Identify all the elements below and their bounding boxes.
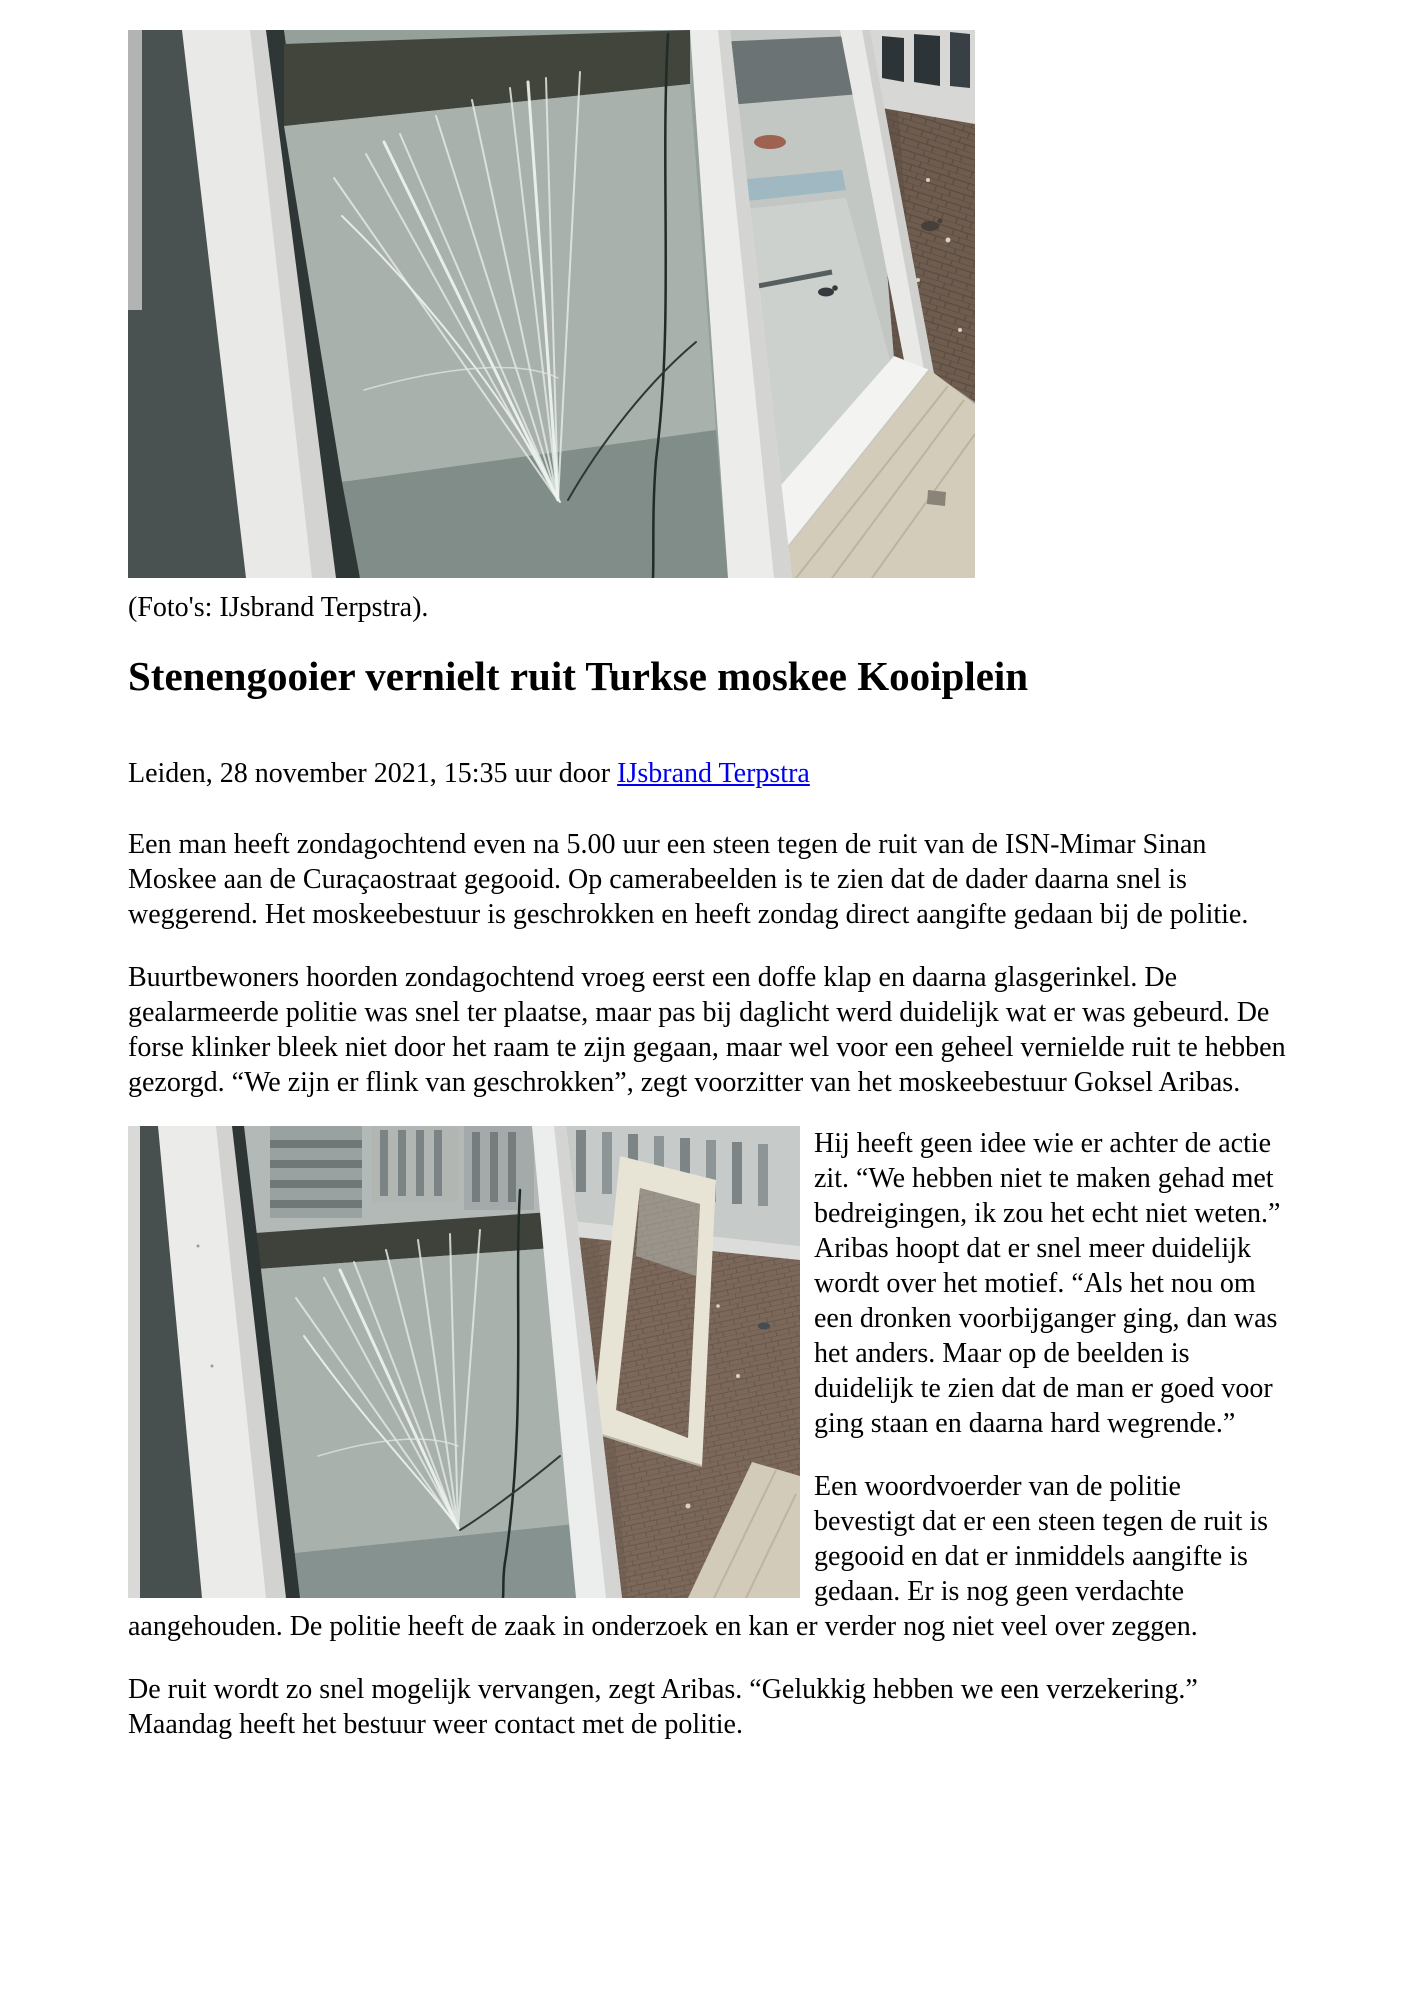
article-paragraph: Buurtbewoners hoorden zondagochtend vroeg eerst een doffe klap en daarna glasgerinkel. De gealarmeerde politie was snel ter plaatse, maar pas bij daglicht werd duidelijk wat er was gebeurd. De forse klinker bleek niet door het raam te zijn gegaan, maar wel voor een geheel vernielde ruit te hebben gezorgd. “We zijn er flink van geschrokken”, zegt voorzitter van het moskeebestuur Goksel Aribas.: [128, 962, 1286, 1098]
article-paragraph: Een woordvoerder van de politie bevestigt dat er een steen tegen de ruit is gegooid en dat er inmiddels aangifte is gedaan. Er is nog geen verdachte aangehouden. De politie heeft de zaak in onderzoek en kan er verder nog niet veel over zeggen.: [128, 1471, 1269, 1642]
inline-photo-figure: [128, 1126, 800, 1598]
article-paragraph: Hij heeft geen idee wie er achter de actie zit. “We hebben niet te maken gehad met bedreigingen, ik zou het echt niet weten.” Aribas hoopt dat er snel meer duidelijk wordt over het motief. “Als het nou om een dronken voorbijganger ging, dan was het anders. Maar op de beelden is duidelijk te zien dat de man er goed voor ging staan en daarna hard wegrende.”: [814, 1128, 1281, 1439]
article-title: Stenengooier vernielt ruit Turkse moskee Kooiplein: [128, 653, 1029, 699]
article-byline: [128, 756, 1286, 791]
top-photo-figure: [128, 30, 1286, 578]
broken-window-photo-2: [128, 1126, 800, 1598]
byline-text: Leiden, 28 november 2021, 15:35 uur door: [128, 758, 618, 789]
article-paragraph: Een man heeft zondagochtend even na 5.00 uur een steen tegen de ruit van de ISN-Mimar Sinan Moskee aan de Curaçaostraat gegooid. Op camerabeelden is te zien dat de dader daarna snel is weggerend. Het moskeebestuur is geschrokken en heeft zondag direct aangifte gedaan bij de politie.: [128, 829, 1249, 930]
article-paragraph: De ruit wordt zo snel mogelijk vervangen, zegt Aribas. “Gelukkig hebben we een verzekering.” Maandag heeft het bestuur weer contact met de politie.: [128, 1674, 1198, 1740]
photo-caption: (Foto's: IJsbrand Terpstra).: [128, 592, 429, 623]
author-link[interactable]: IJsbrand Terpstra: [617, 758, 810, 789]
broken-window-photo: [128, 30, 975, 578]
